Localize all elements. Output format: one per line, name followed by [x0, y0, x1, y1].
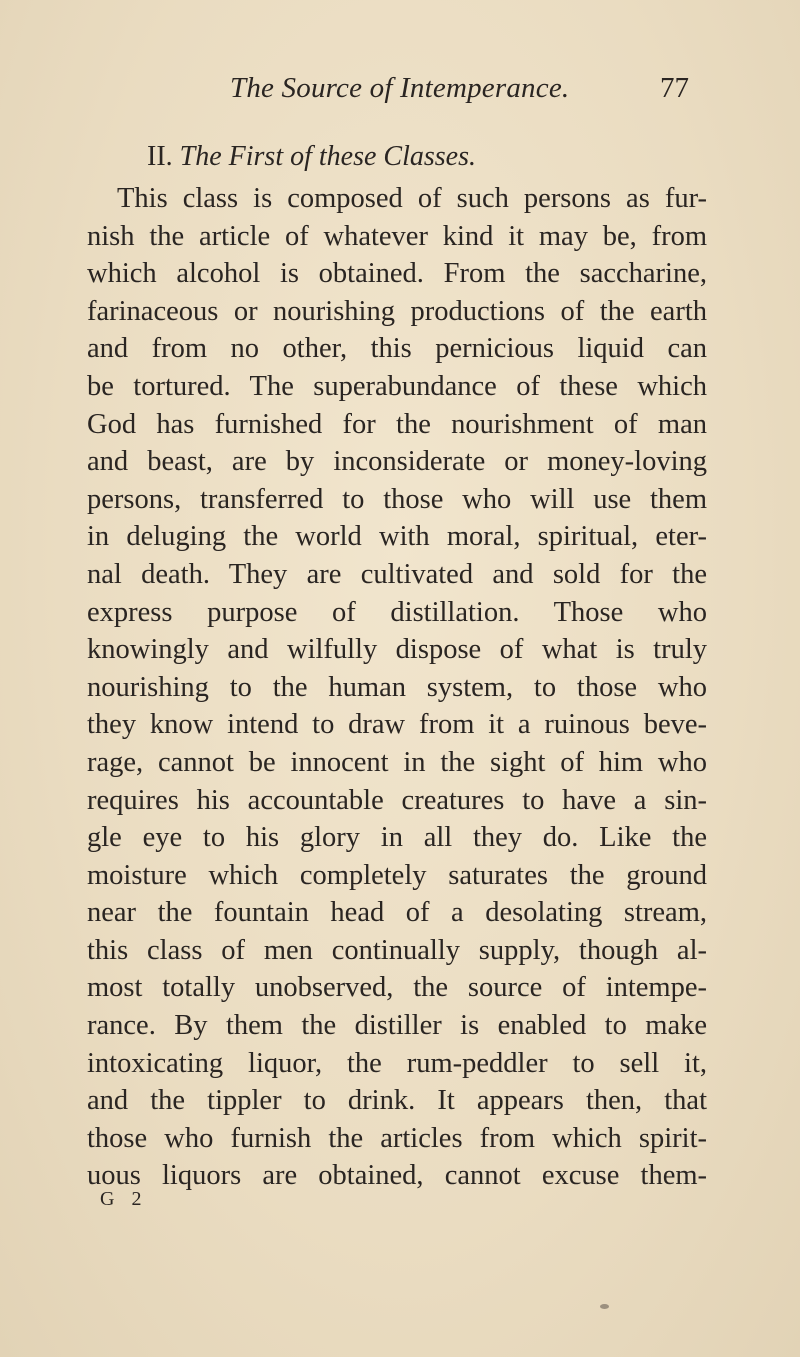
- text-line: in deluging the world with moral, spiritual, eter-: [87, 521, 707, 553]
- text-line: nish the article of whatever kind it may be, from: [87, 220, 707, 252]
- text-line: which alcohol is obtained. From the saccharine,: [87, 258, 707, 290]
- text-line: rance. By them the distiller is enabled to make: [87, 1010, 707, 1042]
- text-line: persons, transferred to those who will use them: [87, 483, 707, 515]
- text-line: uous liquors are obtained, cannot excuse them-: [87, 1160, 707, 1192]
- text-line: moisture which completely saturates the ground: [87, 859, 707, 891]
- body-paragraph: [87, 180, 707, 1195]
- running-head: [0, 72, 800, 112]
- text-line: they know intend to draw from it a ruinous beve-: [87, 709, 707, 741]
- text-line: and beast, are by inconsiderate or money-loving: [87, 446, 707, 478]
- text-line: intoxicating liquor, the rum-peddler to sell it,: [87, 1047, 707, 1079]
- running-title: The Source of Intemperance.: [230, 72, 570, 104]
- page-number: 77: [660, 72, 689, 104]
- text-line: nal death. They are cultivated and sold for the: [87, 558, 707, 590]
- text-line: gle eye to his glory in all they do. Like the: [87, 822, 707, 854]
- text-line: and from no other, this pernicious liquid can: [87, 333, 707, 365]
- text-line: requires his accountable creatures to have a sin-: [87, 784, 707, 816]
- text-line: knowingly and wilfully dispose of what is truly: [87, 634, 707, 666]
- text-line: near the fountain head of a desolating stream,: [87, 897, 707, 929]
- text-line: most totally unobserved, the source of intempe-: [87, 972, 707, 1004]
- ink-speck: [600, 1304, 609, 1309]
- text-line: farinaceous or nourishing productions of the earth: [87, 295, 707, 327]
- section-heading: [147, 141, 476, 173]
- section-title: The First of these Classes.: [179, 141, 476, 172]
- signature-mark: G 2: [100, 1188, 148, 1210]
- text-line: rage, cannot be innocent in the sight of him who: [87, 746, 707, 778]
- text-line: nourishing to the human system, to those who: [87, 671, 707, 703]
- text-line: express purpose of distillation. Those who: [87, 596, 707, 628]
- text-line: God has furnished for the nourishment of man: [87, 408, 707, 440]
- section-number: II.: [147, 141, 173, 172]
- text-line: be tortured. The superabundance of these which: [87, 370, 707, 402]
- text-line: this class of men continually supply, though al-: [87, 934, 707, 966]
- text-line: This class is composed of such persons as fur-: [117, 183, 707, 214]
- text-line: those who furnish the articles from which spirit-: [87, 1122, 707, 1154]
- text-line: and the tippler to drink. It appears then, that: [87, 1085, 707, 1117]
